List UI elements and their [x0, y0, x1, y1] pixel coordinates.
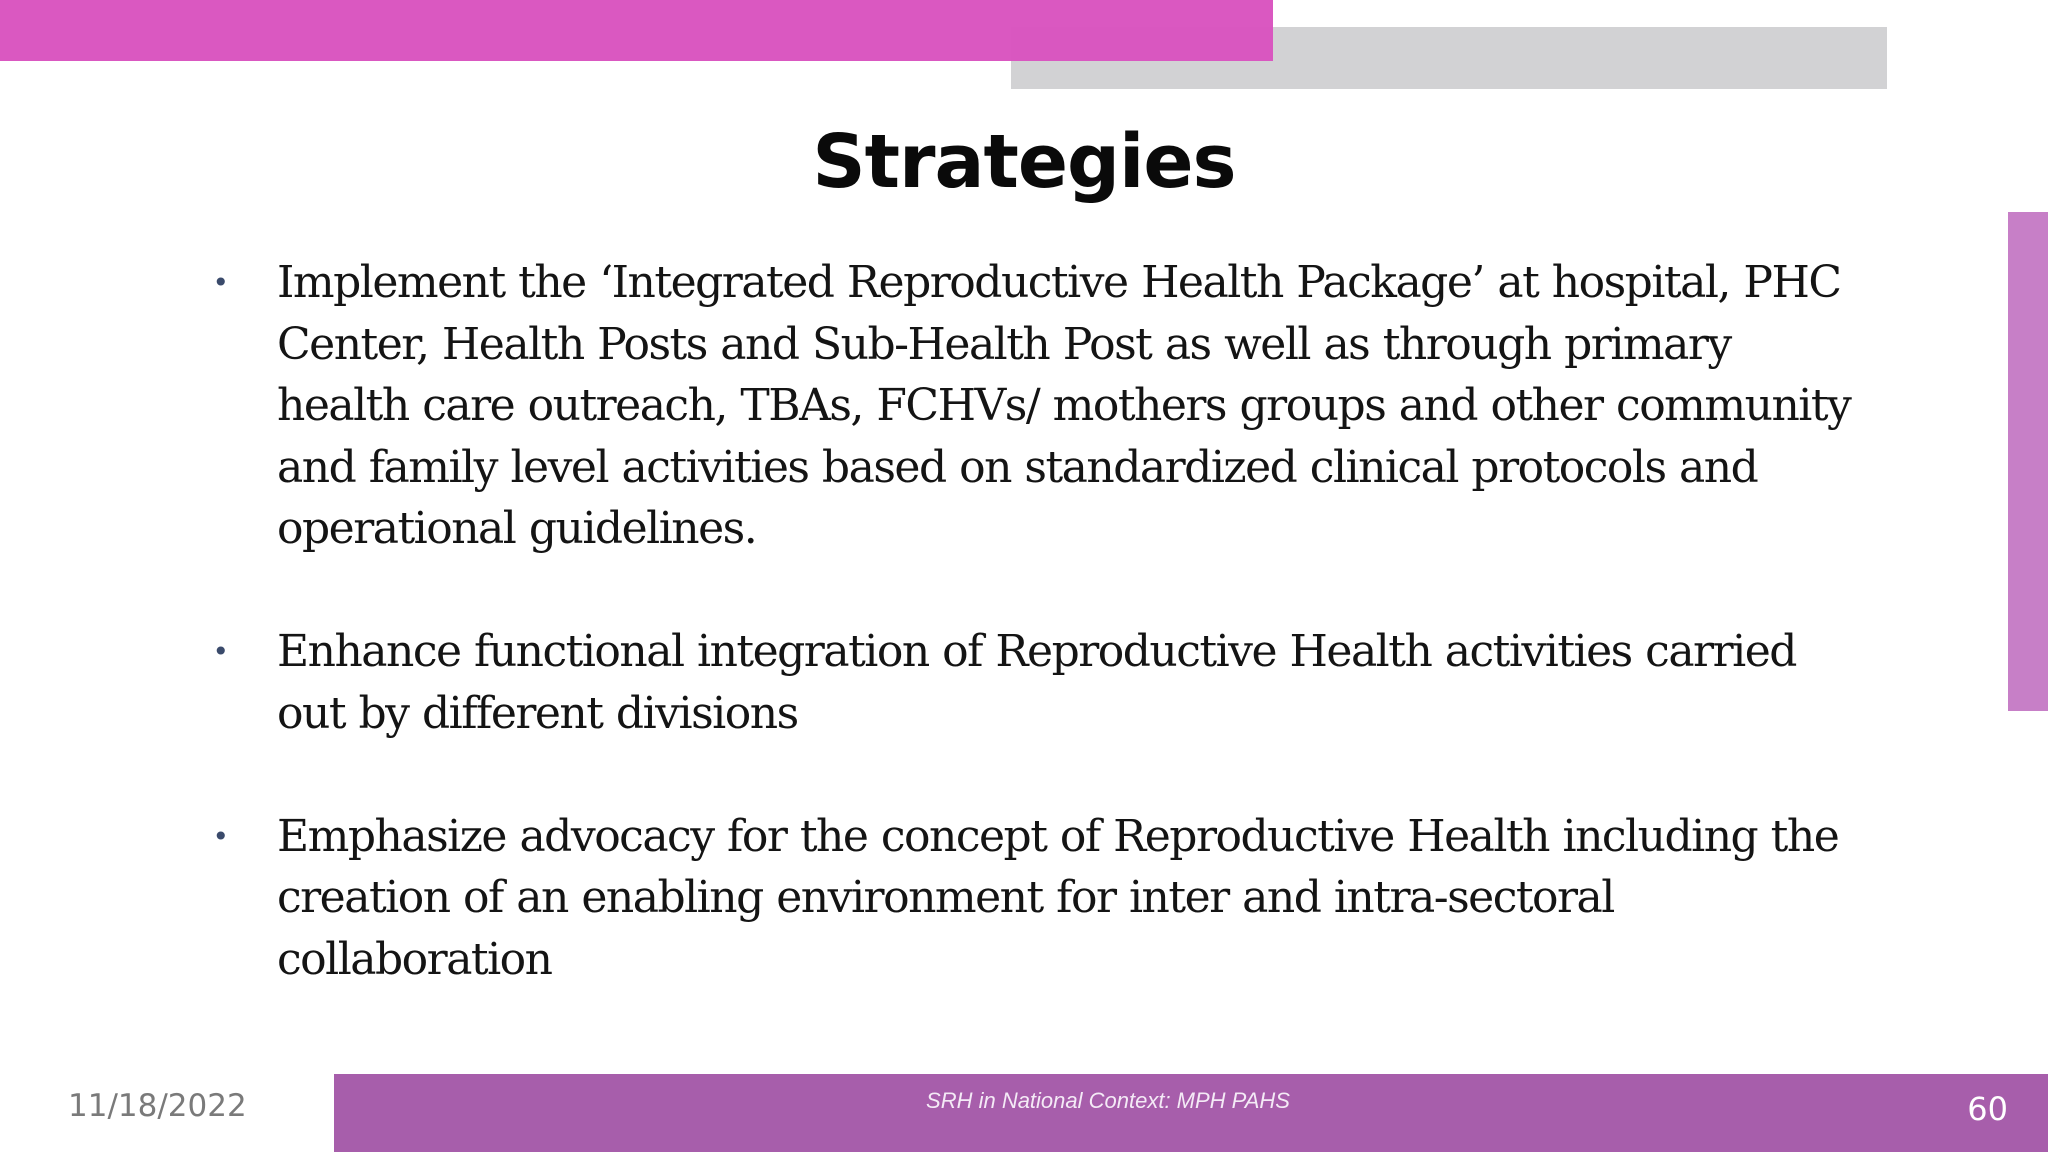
top-pink-accent-bar — [0, 0, 1273, 61]
bullet-item — [205, 806, 1865, 991]
footer-bar — [334, 1074, 2048, 1152]
slide-title: Strategies — [812, 119, 1236, 205]
footer-date: 11/18/2022 — [68, 1088, 247, 1124]
bullet-dot-icon: • — [212, 266, 228, 299]
bullet-item — [205, 621, 1865, 744]
bullet-dot-icon: • — [212, 819, 228, 853]
right-accent-bar — [2008, 212, 2048, 711]
footer-caption: SRH in National Context: MPH PAHS — [926, 1088, 1290, 1113]
bullet-item — [205, 252, 1865, 560]
bullet-dot-icon: • — [212, 635, 228, 668]
bullet-text: Implement the ‘Integrated Reproductive Health Package’ at hospital, PHC Center, Health Posts and Sub-Health Post as well as through primary health care outreach, TBAs, FCHVs/ mothers groups and other community and family level activities based on standardized clinical protocols and operational guidelines. — [277, 257, 1851, 554]
bullet-text: Enhance functional integration of Reproductive Health activities carried out by different divisions — [277, 626, 1796, 739]
page-number: 60 — [1967, 1090, 2008, 1128]
bullet-text: Emphasize advocacy for the concept of Reproductive Health including the creation of an enabling environment for inter and intra-sectoral collaboration — [277, 810, 1839, 985]
bullet-list — [205, 252, 1865, 990]
